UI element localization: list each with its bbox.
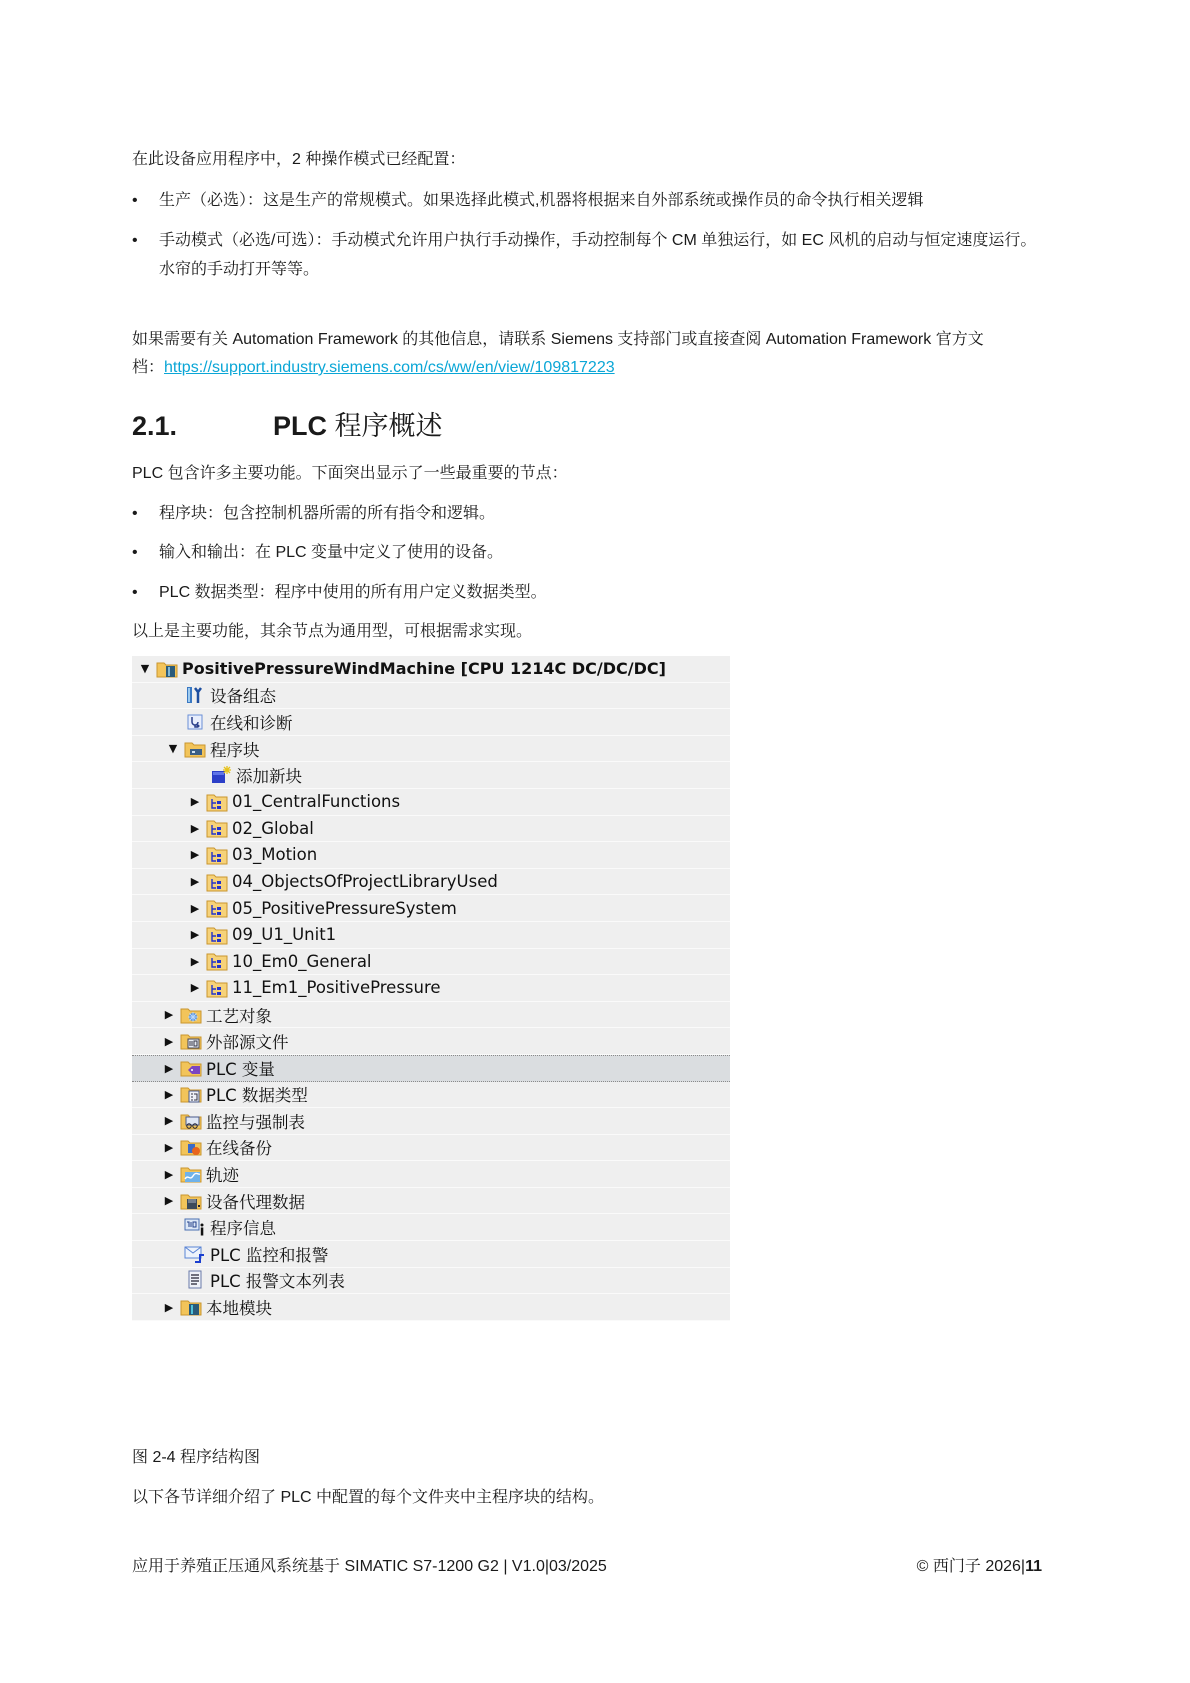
tree-item-watch-force-tables[interactable]: ▶ 监控与强制表 (132, 1108, 730, 1135)
block-group-folder-icon (206, 951, 228, 971)
block-group-folder-icon (206, 872, 228, 892)
expand-right-icon[interactable]: ▶ (164, 1034, 174, 1048)
block-group-folder-icon (206, 978, 228, 998)
expand-down-icon[interactable]: ▼ (168, 742, 178, 756)
expand-right-icon[interactable]: ▶ (190, 821, 200, 835)
section-intro: PLC 包含许多主要功能。下面突出显示了一些最重要的节点： (132, 465, 568, 482)
expand-right-icon[interactable]: ▶ (164, 1140, 174, 1154)
plc-data-types-folder-icon (180, 1084, 202, 1104)
expand-right-icon[interactable]: ▶ (164, 1167, 174, 1181)
plc-supervision-alarms-icon (184, 1244, 206, 1264)
local-modules-folder-icon (180, 1297, 202, 1317)
more-info-line1: 如果需要有关 Automation Framework 的其他信息，请联系 Siemens 支持部门或直接查阅 Automation Framework 官方文 (132, 331, 984, 348)
expand-right-icon[interactable]: ▶ (190, 928, 200, 942)
device-proxy-folder-icon (180, 1191, 202, 1211)
tree-item-09-u1-unit1[interactable]: ▶ 09_U1_Unit1 (132, 922, 730, 949)
expand-right-icon[interactable]: ▶ (190, 954, 200, 968)
intro-line: 在此设备应用程序中，2 种操作模式已经配置： (132, 151, 466, 168)
cpu-device-folder-icon (156, 659, 178, 679)
section-summary: 以上是主要功能，其余节点为通用型，可根据需求实现。 (132, 623, 533, 640)
technology-objects-folder-icon (180, 1005, 202, 1025)
tree-item-program-blocks[interactable]: ▼ 程序块 (132, 736, 730, 763)
block-group-folder-icon (206, 898, 228, 918)
plc-tags-folder-icon (180, 1058, 202, 1078)
expand-right-icon[interactable]: ▶ (190, 875, 200, 889)
watch-force-tables-folder-icon (180, 1111, 202, 1131)
footer-document-title: 应用于养殖正压通风系统基于 SIMATIC S7-1200 G2 | V1.0|03/2025 (132, 1558, 607, 1575)
bullet-dot: • (132, 505, 138, 522)
tree-item-plc-data-types[interactable]: ▶ PLC 数据类型 (132, 1082, 730, 1109)
page-number: 11 (1025, 1558, 1042, 1575)
program-info-icon (184, 1217, 206, 1237)
footer-copyright: © 西门子 2026|11 (916, 1558, 1042, 1575)
expand-right-icon[interactable]: ▶ (164, 1194, 174, 1208)
expand-down-icon[interactable]: ▼ (140, 662, 150, 676)
online-diagnostics-icon (184, 712, 206, 732)
block-group-folder-icon (206, 818, 228, 838)
block-group-folder-icon (206, 792, 228, 812)
after-text: 以下各节详细介绍了 PLC 中配置的每个文件夹中主程序块的结构。 (132, 1489, 605, 1506)
expand-right-icon[interactable]: ▶ (190, 848, 200, 862)
section-title: PLC 程序概述 (273, 411, 443, 441)
expand-right-icon[interactable]: ▶ (164, 1061, 174, 1075)
bullet-dot: • (132, 544, 138, 561)
plc-alarm-text-list-icon (184, 1270, 206, 1290)
tree-item-online-backups[interactable]: ▶ 在线备份 (132, 1135, 730, 1162)
expand-right-icon[interactable]: ▶ (164, 1087, 174, 1101)
tree-item-05-positivepressuresystem[interactable]: ▶ 05_PositivePressureSystem (132, 895, 730, 922)
add-new-block-icon (210, 765, 232, 785)
tree-item-external-source-files[interactable]: ▶ 外部源文件 (132, 1028, 730, 1055)
tree-item-technology-objects[interactable]: ▶ 工艺对象 (132, 1002, 730, 1029)
bullet-manual-mode: • 手动模式（必选/可选）：手动模式允许用户执行手动操作，手动控制每个 CM 单独运行，如 EC 风机的启动与恒定速度运行。水帘的手动打开等等。 (132, 226, 1042, 286)
bullet-io: • 输入和输出：在 PLC 变量中定义了使用的设备。 (132, 538, 1042, 567)
program-blocks-folder-icon (184, 739, 206, 759)
bullet-program-blocks: • 程序块：包含控制机器所需的所有指令和逻辑。 (132, 499, 1042, 528)
figure-caption: 图 2-4 程序结构图 (132, 1449, 261, 1466)
tree-item-device-proxy-data[interactable]: ▶ 设备代理数据 (132, 1188, 730, 1215)
tree-item-11-em1-positivepressure[interactable]: ▶ 11_Em1_PositivePressure (132, 975, 730, 1002)
block-group-folder-icon (206, 925, 228, 945)
device-config-icon (184, 685, 206, 705)
tree-item-device-config[interactable]: 设备组态 (132, 683, 730, 710)
bullet-dot: • (132, 584, 138, 601)
tree-item-04-objectsofprojectlibraryused[interactable]: ▶ 04_ObjectsOfProjectLibraryUsed (132, 869, 730, 896)
bullet-dot: • (132, 232, 138, 249)
tree-item-add-new-block[interactable]: 添加新块 (132, 762, 730, 789)
tree-item-local-modules[interactable]: ▶ 本地模块 (132, 1294, 730, 1321)
tree-item-traces[interactable]: ▶ 轨迹 (132, 1161, 730, 1188)
bullet-production: • 生产（必选）：这是生产的常规模式。如果选择此模式,机器将根据来自外部系统或操作员的命令执行相关逻辑 (132, 186, 1042, 215)
expand-right-icon[interactable]: ▶ (164, 1114, 174, 1128)
expand-right-icon[interactable]: ▶ (164, 1008, 174, 1022)
tree-item-program-info[interactable]: 程序信息 (132, 1214, 730, 1241)
tree-item-02-global[interactable]: ▶ 02_Global (132, 816, 730, 843)
tree-item-03-motion[interactable]: ▶ 03_Motion (132, 842, 730, 869)
tree-item-plc-supervision-alarms[interactable]: PLC 监控和报警 (132, 1241, 730, 1268)
more-info-line2: 档：https://support.industry.siemens.com/cs/ww/en/view/109817223 (132, 359, 615, 376)
tree-item-10-em0-general[interactable]: ▶ 10_Em0_General (132, 949, 730, 976)
tree-item-plc-alarm-text-lists[interactable]: PLC 报警文本列表 (132, 1268, 730, 1295)
block-group-folder-icon (206, 845, 228, 865)
expand-right-icon[interactable]: ▶ (190, 981, 200, 995)
tree-item-online-diagnostics[interactable]: 在线和诊断 (132, 709, 730, 736)
tree-item-plc-tags[interactable]: ▶ PLC 变量 (132, 1055, 730, 1082)
tree-root-device[interactable]: ▼ PositivePressureWindMachine [CPU 1214C DC/DC/DC] (132, 656, 730, 683)
online-backup-folder-icon (180, 1137, 202, 1157)
external-source-folder-icon (180, 1031, 202, 1051)
section-number: 2.1. (132, 411, 178, 441)
expand-right-icon[interactable]: ▶ (164, 1300, 174, 1314)
tree-item-01-centralfunctions[interactable]: ▶ 01_CentralFunctions (132, 789, 730, 816)
expand-right-icon[interactable]: ▶ (190, 795, 200, 809)
expand-right-icon[interactable]: ▶ (190, 901, 200, 915)
project-tree (132, 656, 730, 1321)
support-link[interactable]: https://support.industry.siemens.com/cs/ww/en/view/109817223 (164, 359, 615, 376)
traces-folder-icon (180, 1164, 202, 1184)
bullet-dot: • (132, 192, 138, 209)
bullet-data-types: • PLC 数据类型：程序中使用的所有用户定义数据类型。 (132, 578, 1042, 607)
